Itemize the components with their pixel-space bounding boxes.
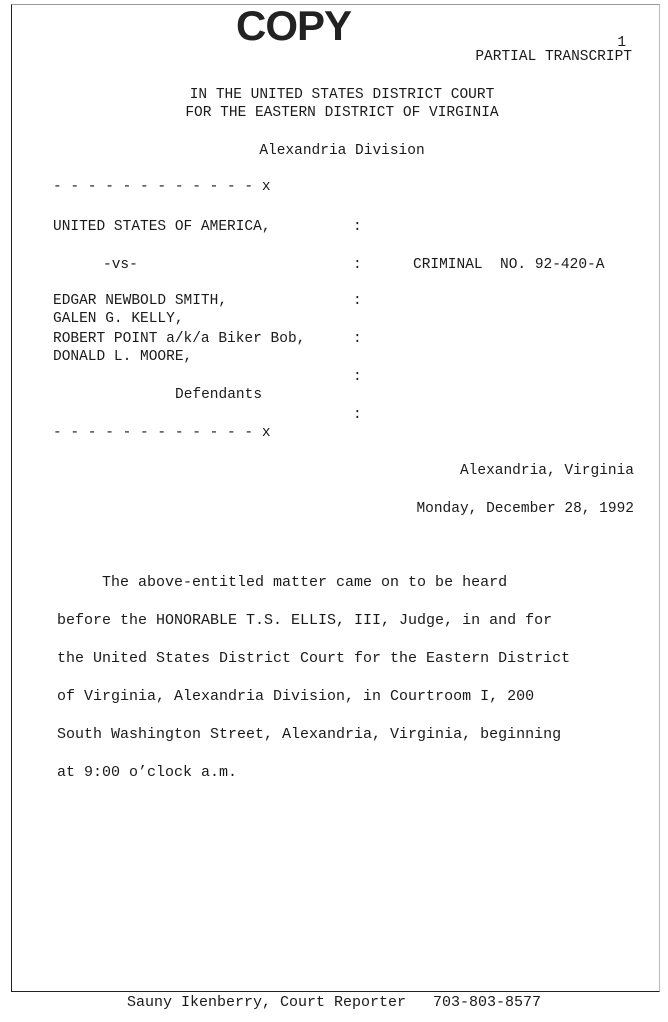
defendant-name: DONALD L. MOORE, — [53, 349, 193, 365]
court-reporter-footer: Sauny Ikenberry, Court Reporter 703-803-8577 — [126, 994, 542, 1011]
plaintiff-name: UNITED STATES OF AMERICA, — [53, 219, 271, 235]
versus-label: -vs- — [103, 257, 138, 273]
court-name-line1: IN THE UNITED STATES DISTRICT COURT — [189, 87, 495, 103]
body-line: before the HONORABLE T.S. ELLIS, III, Judge, in and for — [57, 612, 553, 629]
body-line: of Virginia, Alexandria Division, in Courtroom I, 200 — [57, 688, 535, 705]
document-label: PARTIAL TRANSCRIPT — [475, 49, 632, 65]
caption-colon: : — [353, 407, 362, 423]
body-line: The above-entitled matter came on to be heard — [57, 574, 508, 591]
page-number: 1 — [617, 35, 627, 51]
defendants-label: Defendants — [175, 387, 263, 403]
defendant-name: GALEN G. KELLY, — [53, 311, 184, 327]
caption-colon: : — [353, 369, 362, 385]
hearing-location: Alexandria, Virginia — [459, 463, 634, 479]
court-division: Alexandria Division — [259, 143, 425, 159]
defendant-name: ROBERT POINT a/k/a Biker Bob, — [53, 331, 306, 347]
caption-colon: : — [353, 331, 362, 347]
court-name-line2: FOR THE EASTERN DISTRICT OF VIRGINIA — [185, 105, 499, 121]
caption-top-dashes: - - - - - - - - - - - - x — [53, 179, 271, 195]
caption-colon: : — [353, 257, 362, 273]
copy-stamp: COPY — [236, 2, 352, 49]
case-number: CRIMINAL NO. 92-420-A — [413, 257, 605, 273]
body-line: at 9:00 o’clock a.m. — [57, 764, 238, 781]
caption-bottom-dashes: - - - - - - - - - - - - x — [53, 425, 271, 441]
caption-colon: : — [353, 219, 362, 235]
hearing-date: Monday, December 28, 1992 — [416, 501, 634, 517]
body-line: South Washington Street, Alexandria, Virginia, beginning — [57, 726, 562, 743]
defendant-name: EDGAR NEWBOLD SMITH, — [53, 293, 228, 309]
body-line: the United States District Court for the Eastern District — [57, 650, 571, 667]
caption-colon: : — [353, 293, 362, 309]
